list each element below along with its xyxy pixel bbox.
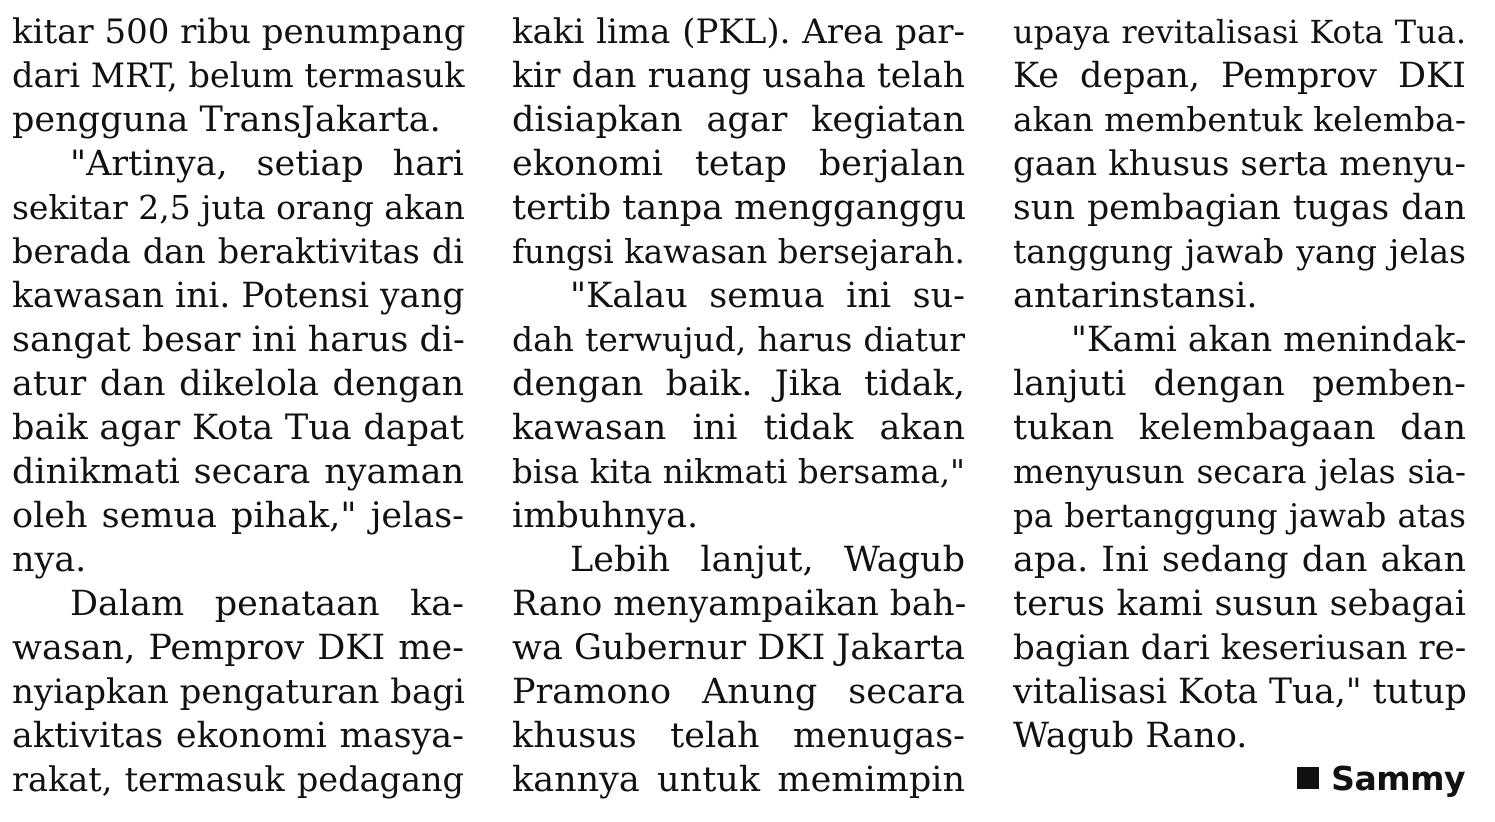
text-line: kaki lima (PKL). Area par- [512, 12, 965, 52]
text-line: atur dan dikelola dengan [12, 364, 464, 404]
text-line: tanggung jawab yang jelas [1013, 232, 1466, 271]
text-line: sangat besar ini harus di- [12, 320, 465, 360]
text-line: dah terwujud, harus diatur [512, 320, 965, 359]
text-line: dari MRT, belum termasuk [12, 56, 465, 95]
text-line: baik agar Kota Tua dapat [12, 408, 464, 448]
text-line: apa. Ini sedang dan akan [1013, 540, 1466, 580]
text-line: kir dan ruang usaha telah [512, 56, 965, 96]
text-line: lanjuti dengan pemben- [1013, 364, 1466, 404]
text-line: aktivitas ekonomi masya- [12, 716, 464, 756]
text-line: Lebih lanjut, Wagub [570, 540, 965, 580]
text-line: bagian dari keseriusan re- [1013, 628, 1467, 668]
text-line: wa Gubernur DKI Jakarta [512, 628, 966, 668]
text-line: pengguna TransJakarta. [12, 100, 441, 140]
text-line: pa bertanggung jawab atas [1013, 497, 1466, 535]
text-line: dengan baik. Jika tidak, [512, 364, 965, 404]
text-line: kawasan ini. Potensi yang [12, 276, 465, 316]
text-line: upaya revitalisasi Kota Tua. [1013, 13, 1466, 51]
text-line: vitalisasi Kota Tua," tutup [1013, 672, 1467, 712]
text-line: nyiapkan pengaturan bagi [12, 672, 465, 712]
text-line: akan membentuk kelemba- [1013, 100, 1466, 139]
text-line: rakat, termasuk pedagang [12, 760, 464, 799]
text-line: disiapkan agar kegiatan [512, 100, 965, 140]
text-line: kannya untuk memimpin [512, 760, 965, 800]
text-line: gaan khusus serta menyu- [1013, 144, 1466, 184]
end-mark-square-icon [1297, 767, 1319, 789]
author-name: Sammy [1331, 759, 1465, 798]
text-line: antarinstansi. [1013, 276, 1258, 316]
text-line: ekonomi tetap berjalan [512, 144, 965, 184]
text-line: Ke depan, Pemprov DKI [1013, 56, 1466, 96]
text-line: sekitar 2,5 juta orang akan [12, 188, 465, 227]
text-line: Wagub Rano. [1013, 716, 1248, 756]
text-line: imbuhnya. [512, 496, 699, 536]
article-column-1 [12, 10, 464, 802]
text-line: Rano menyampaikan bah- [512, 584, 967, 624]
text-line: kawasan ini tidak akan [512, 408, 965, 448]
text-line: wasan, Pemprov DKI me- [12, 628, 464, 668]
article-column-3 [1013, 10, 1466, 758]
text-line: "Kalau semua ini su- [570, 276, 965, 316]
text-line: Dalam penataan ka- [70, 584, 464, 624]
article-column-2 [512, 10, 965, 802]
text-line: menyusun secara jelas sia- [1013, 452, 1466, 491]
text-line: oleh semua pihak," jelas- [12, 496, 464, 536]
text-line: "Kami akan menindak- [1071, 320, 1467, 360]
text-line: terus kami susun sebagai [1013, 584, 1466, 624]
text-line: khusus telah menugas- [512, 716, 965, 756]
text-line: nya. [12, 540, 87, 580]
author-byline [1297, 757, 1465, 801]
text-line: tukan kelembagaan dan [1013, 408, 1466, 448]
text-line: "Artinya, setiap hari [70, 144, 464, 184]
text-line: fungsi kawasan bersejarah. [512, 233, 965, 271]
text-line: Pramono Anung secara [512, 672, 965, 712]
text-line: berada dan beraktivitas di [12, 232, 464, 271]
text-line: bisa kita nikmati bersama," [512, 453, 965, 491]
text-line: tertib tanpa mengganggu [512, 188, 967, 228]
text-line: sun pembagian tugas dan [1013, 188, 1466, 228]
text-line: dinikmati secara nyaman [12, 452, 464, 492]
text-line: kitar 500 ribu penumpang [12, 12, 466, 52]
